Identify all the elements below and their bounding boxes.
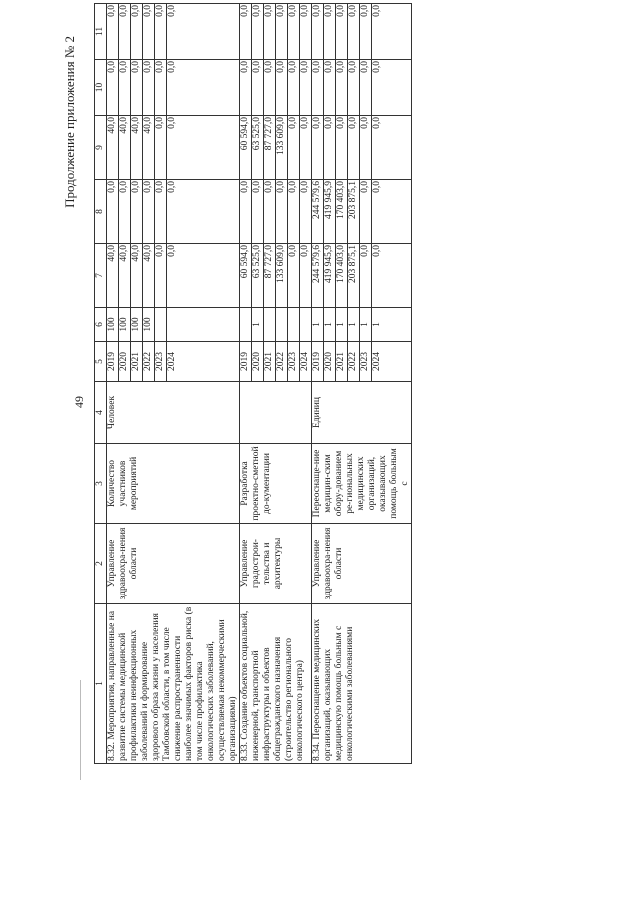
cell-value: 1 xyxy=(312,308,324,341)
cell-value: 0,0 xyxy=(155,60,167,115)
column-header-3: 3 xyxy=(95,444,107,524)
cell-value: 87 727,0 xyxy=(264,244,276,307)
cell-value: 40,0 xyxy=(131,244,143,307)
cell-c4 xyxy=(240,382,312,444)
table-row xyxy=(312,4,412,764)
cell-value: 2022 xyxy=(348,342,360,381)
cell-value: 100 xyxy=(119,308,131,341)
cell-value: 2021 xyxy=(264,342,276,381)
cell-value: 0,0 xyxy=(252,60,264,115)
cell-c3: Количество участников мероприятий xyxy=(107,444,240,524)
cell-value: 1 xyxy=(372,322,382,327)
cell-value: 40,0 xyxy=(119,244,131,307)
cell-value: 0,0 xyxy=(264,180,276,243)
cell-c11 xyxy=(240,4,312,60)
cell-c9 xyxy=(107,116,240,180)
cell-value: 0,0 xyxy=(360,244,372,307)
cell-c4: Человек xyxy=(107,382,240,444)
column-header-9: 9 xyxy=(95,116,107,180)
cell-value: 2024 xyxy=(167,352,177,371)
cell-value: 0,0 xyxy=(167,117,177,129)
cell-value: 203 875,1 xyxy=(348,244,360,307)
cell-value: 0,0 xyxy=(155,180,167,243)
column-header-5: 5 xyxy=(95,342,107,382)
column-header-8: 8 xyxy=(95,180,107,244)
column-header-4: 4 xyxy=(95,382,107,444)
cell-value: 0,0 xyxy=(360,116,372,179)
cell-value: 133 609,0 xyxy=(276,116,288,179)
cell-years xyxy=(312,342,412,382)
cell-value: 0,0 xyxy=(372,117,382,129)
cell-value: 0,0 xyxy=(276,60,288,115)
cell-c11 xyxy=(312,4,412,60)
column-header-6: 6 xyxy=(95,308,107,342)
cell-c9 xyxy=(240,116,312,180)
cell-value: 0,0 xyxy=(131,4,143,59)
cell-value: 0,0 xyxy=(300,181,310,193)
cell-value: 0,0 xyxy=(300,5,310,17)
cell-value: 40,0 xyxy=(119,116,131,179)
cell-value: 0,0 xyxy=(348,116,360,179)
rotated-page xyxy=(60,0,640,800)
cell-value: 2021 xyxy=(131,342,143,381)
cell-value: 100 xyxy=(143,308,155,341)
cell-value: 244 579,6 xyxy=(312,244,324,307)
cell-value: 0,0 xyxy=(167,61,177,73)
cell-value: 0,0 xyxy=(348,60,360,115)
cell-value: 0,0 xyxy=(143,180,155,243)
cell-c8 xyxy=(107,180,240,244)
cell-value: 170 403,0 xyxy=(336,244,348,307)
cell-value: 100 xyxy=(131,308,143,341)
cell-c6 xyxy=(240,308,312,342)
cell-value: 2023 xyxy=(288,342,300,381)
cell-value: 1 xyxy=(324,308,336,341)
cell-value: 0,0 xyxy=(240,60,252,115)
cell-value xyxy=(167,308,178,341)
page-number: 49 xyxy=(72,396,86,408)
cell-value: 0,0 xyxy=(372,245,382,257)
cell-value: 0,0 xyxy=(372,181,382,193)
column-header-2: 2 xyxy=(95,524,107,604)
cell-value: 0,0 xyxy=(155,4,167,59)
cell-value: 0,0 xyxy=(131,180,143,243)
cell-value: 0,0 xyxy=(324,4,336,59)
cell-value: 2024 xyxy=(372,352,382,371)
cell-value: 1 xyxy=(348,308,360,341)
cell-value: 0,0 xyxy=(312,116,324,179)
cell-value: 0,0 xyxy=(372,5,382,17)
cell-value: 133 609,0 xyxy=(276,244,288,307)
cell-value: 63 525,0 xyxy=(252,244,264,307)
cell-value: 2020 xyxy=(119,342,131,381)
cell-c3: Разработка проектно-сметной до-кументации xyxy=(240,444,312,524)
cell-value: 0,0 xyxy=(336,4,348,59)
column-header-7: 7 xyxy=(95,244,107,308)
cell-value: 0,0 xyxy=(372,61,382,73)
cell-value: 0,0 xyxy=(360,60,372,115)
cell-value: 0,0 xyxy=(276,180,288,243)
cell-value xyxy=(276,308,288,341)
column-header-10: 10 xyxy=(95,60,107,116)
cell-value: 0,0 xyxy=(167,245,177,257)
cell-c7 xyxy=(240,244,312,308)
cell-value: 100 xyxy=(107,308,119,341)
header-row xyxy=(95,4,107,764)
cell-c1: 8.32. Мероприятия, направленные на развитие системы медицинской профилактики неинфекционных заболеваний и формирование здорового образа жизни у населения Тамбовской области, в том числе снижение распространенности наиболее значимых факторов риска (в том числе профилактика онкологических заболеваний, осуществляемая некоммерческими организациями) xyxy=(107,604,240,764)
cell-value: 2019 xyxy=(312,342,324,381)
cell-value: 0,0 xyxy=(312,4,324,59)
cell-value: 0,0 xyxy=(119,60,131,115)
program-table xyxy=(94,3,412,764)
cell-value: 40,0 xyxy=(131,116,143,179)
cell-value: 0,0 xyxy=(348,4,360,59)
cell-c6 xyxy=(312,308,412,342)
cell-value: 63 525,0 xyxy=(252,116,264,179)
cell-value: 0,0 xyxy=(107,180,119,243)
cell-c1: 8.34. Переоснащение медицинских организаций, оказывающих медицинскую помощь больным с онкологическими заболеваниями xyxy=(312,604,412,764)
cell-value: 0,0 xyxy=(252,180,264,243)
cell-value: 0,0 xyxy=(252,4,264,59)
cell-value: 87 727,0 xyxy=(264,116,276,179)
cell-value: 1 xyxy=(252,308,264,341)
cell-value: 2020 xyxy=(324,342,336,381)
cell-years xyxy=(240,342,312,382)
cell-value: 0,0 xyxy=(119,180,131,243)
cell-value: 2020 xyxy=(252,342,264,381)
cell-value: 0,0 xyxy=(167,5,177,17)
cell-value xyxy=(155,308,167,341)
cell-c10 xyxy=(312,60,412,116)
cell-value: 0,0 xyxy=(300,245,310,257)
cell-value: 0,0 xyxy=(288,4,300,59)
cell-c11 xyxy=(107,4,240,60)
cell-value: 60 594,0 xyxy=(240,244,252,307)
cell-value: 0,0 xyxy=(336,60,348,115)
cell-value: 0,0 xyxy=(300,117,310,129)
cell-value: 2024 xyxy=(300,352,310,371)
cell-c7 xyxy=(312,244,412,308)
cell-value: 0,0 xyxy=(324,60,336,115)
cell-c9 xyxy=(312,116,412,180)
cell-value: 40,0 xyxy=(143,244,155,307)
column-header-11: 11 xyxy=(95,4,107,60)
cell-value: 0,0 xyxy=(107,4,119,59)
cell-value: 40,0 xyxy=(107,116,119,179)
cell-value: 40,0 xyxy=(143,116,155,179)
cell-value: 0,0 xyxy=(264,60,276,115)
cell-c3: Переоснаще-ние медицин-ским обору-дованием ре-гиональных медицинских организаций, оказывающих помощь больным с xyxy=(312,444,412,524)
cell-value: 0,0 xyxy=(288,180,300,243)
cell-value: 2022 xyxy=(276,342,288,381)
cell-value: 40,0 xyxy=(107,244,119,307)
cell-value xyxy=(288,308,300,341)
cell-value: 0,0 xyxy=(167,181,177,193)
cell-c10 xyxy=(240,60,312,116)
cell-value: 0,0 xyxy=(143,60,155,115)
cell-value xyxy=(264,308,276,341)
cell-value: 0,0 xyxy=(324,116,336,179)
cell-c7 xyxy=(107,244,240,308)
cell-c8 xyxy=(312,180,412,244)
cell-value: 0,0 xyxy=(119,4,131,59)
table-row xyxy=(240,4,312,764)
cell-value: 0,0 xyxy=(300,61,310,73)
cell-value: 419 945,9 xyxy=(324,180,336,243)
cell-value: 0,0 xyxy=(360,4,372,59)
cell-value: 0,0 xyxy=(336,116,348,179)
cell-value: 244 579,6 xyxy=(312,180,324,243)
cell-value: 2019 xyxy=(107,342,119,381)
cell-value: 1 xyxy=(336,308,348,341)
cell-c4: Единиц xyxy=(312,382,412,444)
appendix-caption: Продолжение приложения № 2 xyxy=(62,36,77,208)
cell-value: 0,0 xyxy=(107,60,119,115)
cell-value: 0,0 xyxy=(131,60,143,115)
cell-value: 1 xyxy=(360,308,372,341)
cell-value: 0,0 xyxy=(288,60,300,115)
cell-value: 2022 xyxy=(143,342,155,381)
cell-years xyxy=(107,342,240,382)
cell-value: 419 945,9 xyxy=(324,244,336,307)
cell-value: 2019 xyxy=(240,342,252,381)
cell-value: 2021 xyxy=(336,342,348,381)
cell-value: 2023 xyxy=(360,342,372,381)
table-row xyxy=(107,4,240,764)
cell-value xyxy=(240,308,252,341)
column-header-1: 1 xyxy=(95,604,107,764)
cell-value: 170 403,0 xyxy=(336,180,348,243)
cell-c6 xyxy=(107,308,240,342)
cell-value: 0,0 xyxy=(288,244,300,307)
cell-value: 0,0 xyxy=(240,180,252,243)
cell-value: 0,0 xyxy=(312,60,324,115)
cell-value: 0,0 xyxy=(276,4,288,59)
cell-value: 0,0 xyxy=(143,4,155,59)
cell-c2: Управление градострои-тельства и архитектуры xyxy=(240,524,312,604)
cell-value xyxy=(300,308,311,341)
cell-value: 0,0 xyxy=(240,4,252,59)
cell-value: 60 594,0 xyxy=(240,116,252,179)
cell-c1: 8.33. Создание объектов социальной, инженерной, транспортной инфраструктуры и объектов общегражданского назначения (строительство регионального онкологического центра) xyxy=(240,604,312,764)
cell-value: 2023 xyxy=(155,342,167,381)
cell-c2: Управление здравоохра-нения области xyxy=(312,524,412,604)
cell-value: 0,0 xyxy=(264,4,276,59)
cell-c2: Управление здравоохра-нения области xyxy=(107,524,240,604)
cell-value: 0,0 xyxy=(360,180,372,243)
cell-value: 0,0 xyxy=(155,116,167,179)
cell-value: 203 875,1 xyxy=(348,180,360,243)
cell-c10 xyxy=(107,60,240,116)
cell-value: 0,0 xyxy=(288,116,300,179)
faint-marking xyxy=(80,680,81,780)
cell-value: 0,0 xyxy=(155,244,167,307)
cell-c8 xyxy=(240,180,312,244)
